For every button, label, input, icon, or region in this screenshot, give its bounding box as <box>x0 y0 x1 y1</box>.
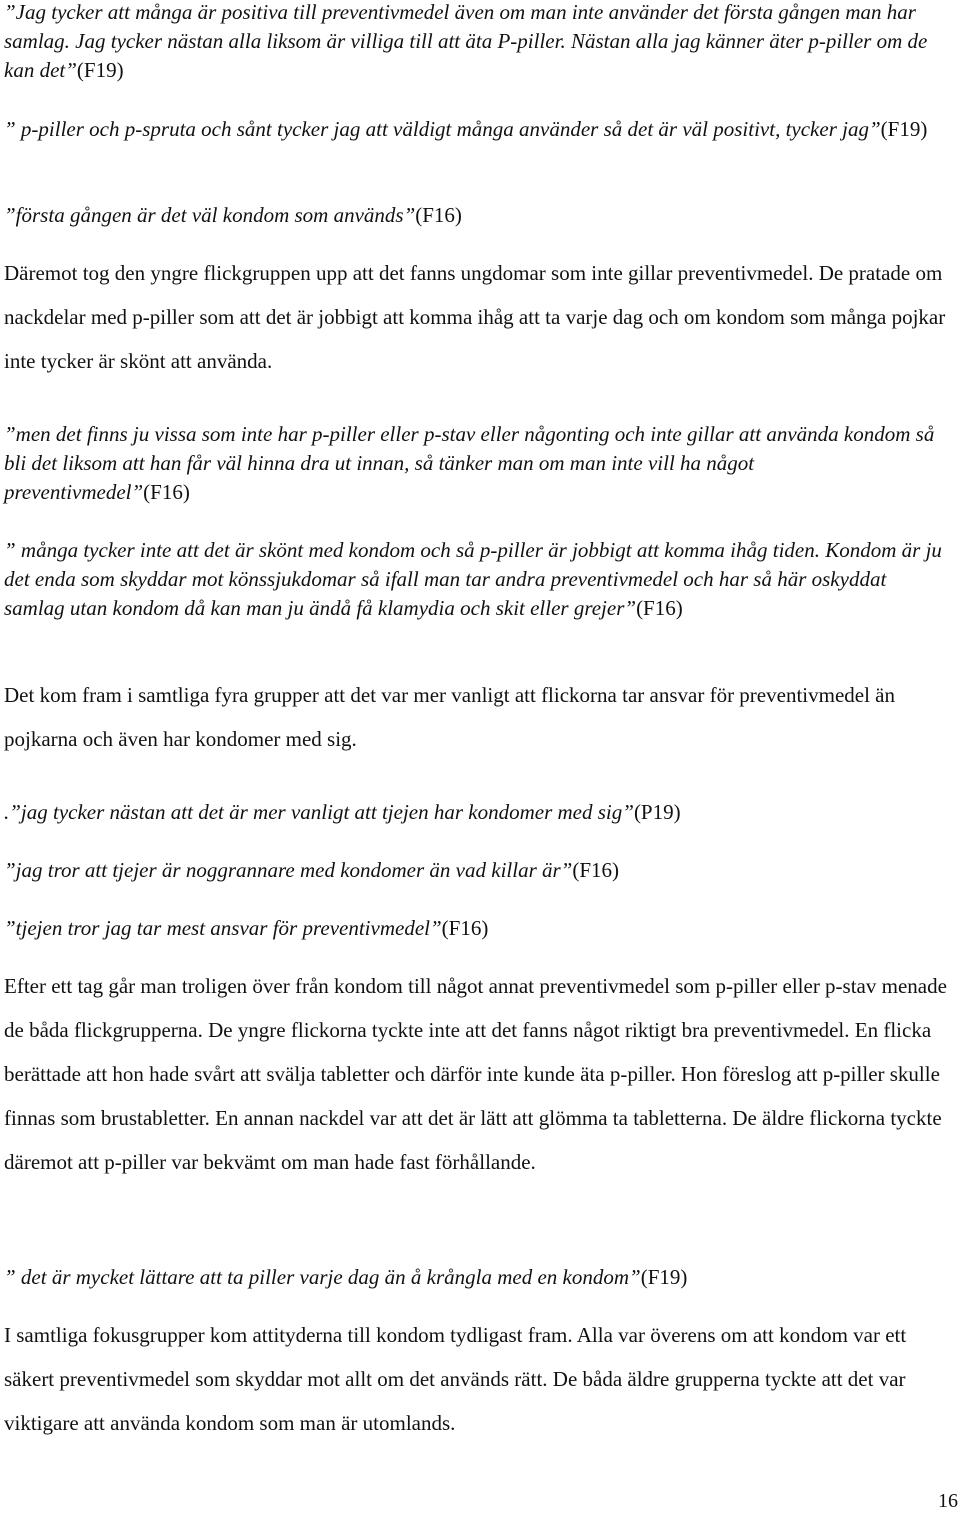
quote-text: .”jag tycker nästan att det är mer vanligt att tjejen har kondomer med sig” <box>4 800 634 824</box>
quote-paragraph <box>4 536 942 623</box>
quote-text: ” många tycker inte att det är skönt med kondom och så p-piller är jobbigt att komma ihåg tiden. Kondom är ju det enda som skyddar mot könssjukdomar så ifall man tar andra preventivmedel och har så här oskyddat samlag utan kondom då kan man ju ändå få klamydia och skit eller grejer” <box>4 538 942 620</box>
quote-text: ”tjejen tror jag tar mest ansvar för preventivmedel” <box>4 916 442 940</box>
quote-paragraph <box>4 856 942 885</box>
quote-paragraph <box>4 0 942 85</box>
quote-text: ” det är mycket lättare att ta piller varje dag än å krångla med en kondom” <box>4 1265 641 1289</box>
quote-reference: (F16) <box>415 203 462 227</box>
body-paragraph: Däremot tog den yngre flickgruppen upp att det fanns ungdomar som inte gillar preventivmedel. De pratade om nackdelar med p-piller som att det är jobbigt att komma ihåg att ta varje dag och om kondom som många pojkar inte tycker är skönt att använda. <box>4 261 946 373</box>
quote-paragraph <box>4 420 942 507</box>
quote-paragraph <box>4 201 942 230</box>
quote-text: ”första gången är det väl kondom som används” <box>4 203 416 227</box>
quote-reference: (F16) <box>636 596 683 620</box>
quote-paragraph <box>4 1263 942 1292</box>
quote-text: ”jag tror att tjejer är noggrannare med kondomer än vad killar är” <box>4 858 573 882</box>
quote-reference: (F19) <box>640 1265 688 1289</box>
quote-reference: (P19) <box>633 800 681 824</box>
quote-text: ” p-piller och p-spruta och sånt tycker jag att väldigt många använder så det är väl positivt, tycker jag” <box>4 117 881 141</box>
quote-text: ”men det finns ju vissa som inte har p-piller eller p-stav eller någonting och inte gillar att använda kondom så bli det liksom att han får väl hinna dra ut innan, så tänker man om man inte vill ha något preventivmedel” <box>4 422 935 504</box>
quote-paragraph <box>4 914 942 943</box>
page-number: 16 <box>938 1490 958 1512</box>
quote-reference: (F16) <box>572 858 620 882</box>
quote-text: ”Jag tycker att många är positiva till preventivmedel även om man inte använder det första gången man har samlag. Jag tycker nästan alla liksom är villiga till att äta P-piller. Nästan alla jag känner äter p-piller om de kan det” <box>4 0 928 82</box>
quote-reference: (F16) <box>143 480 190 504</box>
body-paragraph: Det kom fram i samtliga fyra grupper att det var mer vanligt att flickorna tar ansvar för preventivmedel än pojkarna och även har kondomer med sig. <box>4 683 895 751</box>
quote-paragraph <box>4 115 942 144</box>
quote-paragraph <box>4 798 942 827</box>
body-paragraph: I samtliga fokusgrupper kom attityderna till kondom tydligast fram. Alla var överens om att kondom var ett säkert preventivmedel som skyddar mot allt om det används rätt. De båda äldre grupperna tyckte att det var viktigare att använda kondom som man är utomlands. <box>4 1323 907 1435</box>
body-paragraph: Efter ett tag går man troligen över från kondom till något annat preventivmedel som p-piller eller p-stav menade de båda flickgrupperna. De yngre flickorna tyckte inte att det fanns något riktigt bra preventivmedel. En flicka berättade att hon hade svårt att svälja tabletter och därför inte kunde äta p-piller. Hon föreslog att p-piller skulle finnas som brustabletter. En annan nackdel var att det är lätt att glömma ta tabletterna. De äldre flickorna tyckte däremot att p-piller var bekvämt om man hade fast förhållande. <box>4 974 947 1174</box>
quote-reference: (F16) <box>441 916 489 940</box>
quote-reference: (F19) <box>76 58 124 82</box>
quote-reference: (F19) <box>880 117 928 141</box>
